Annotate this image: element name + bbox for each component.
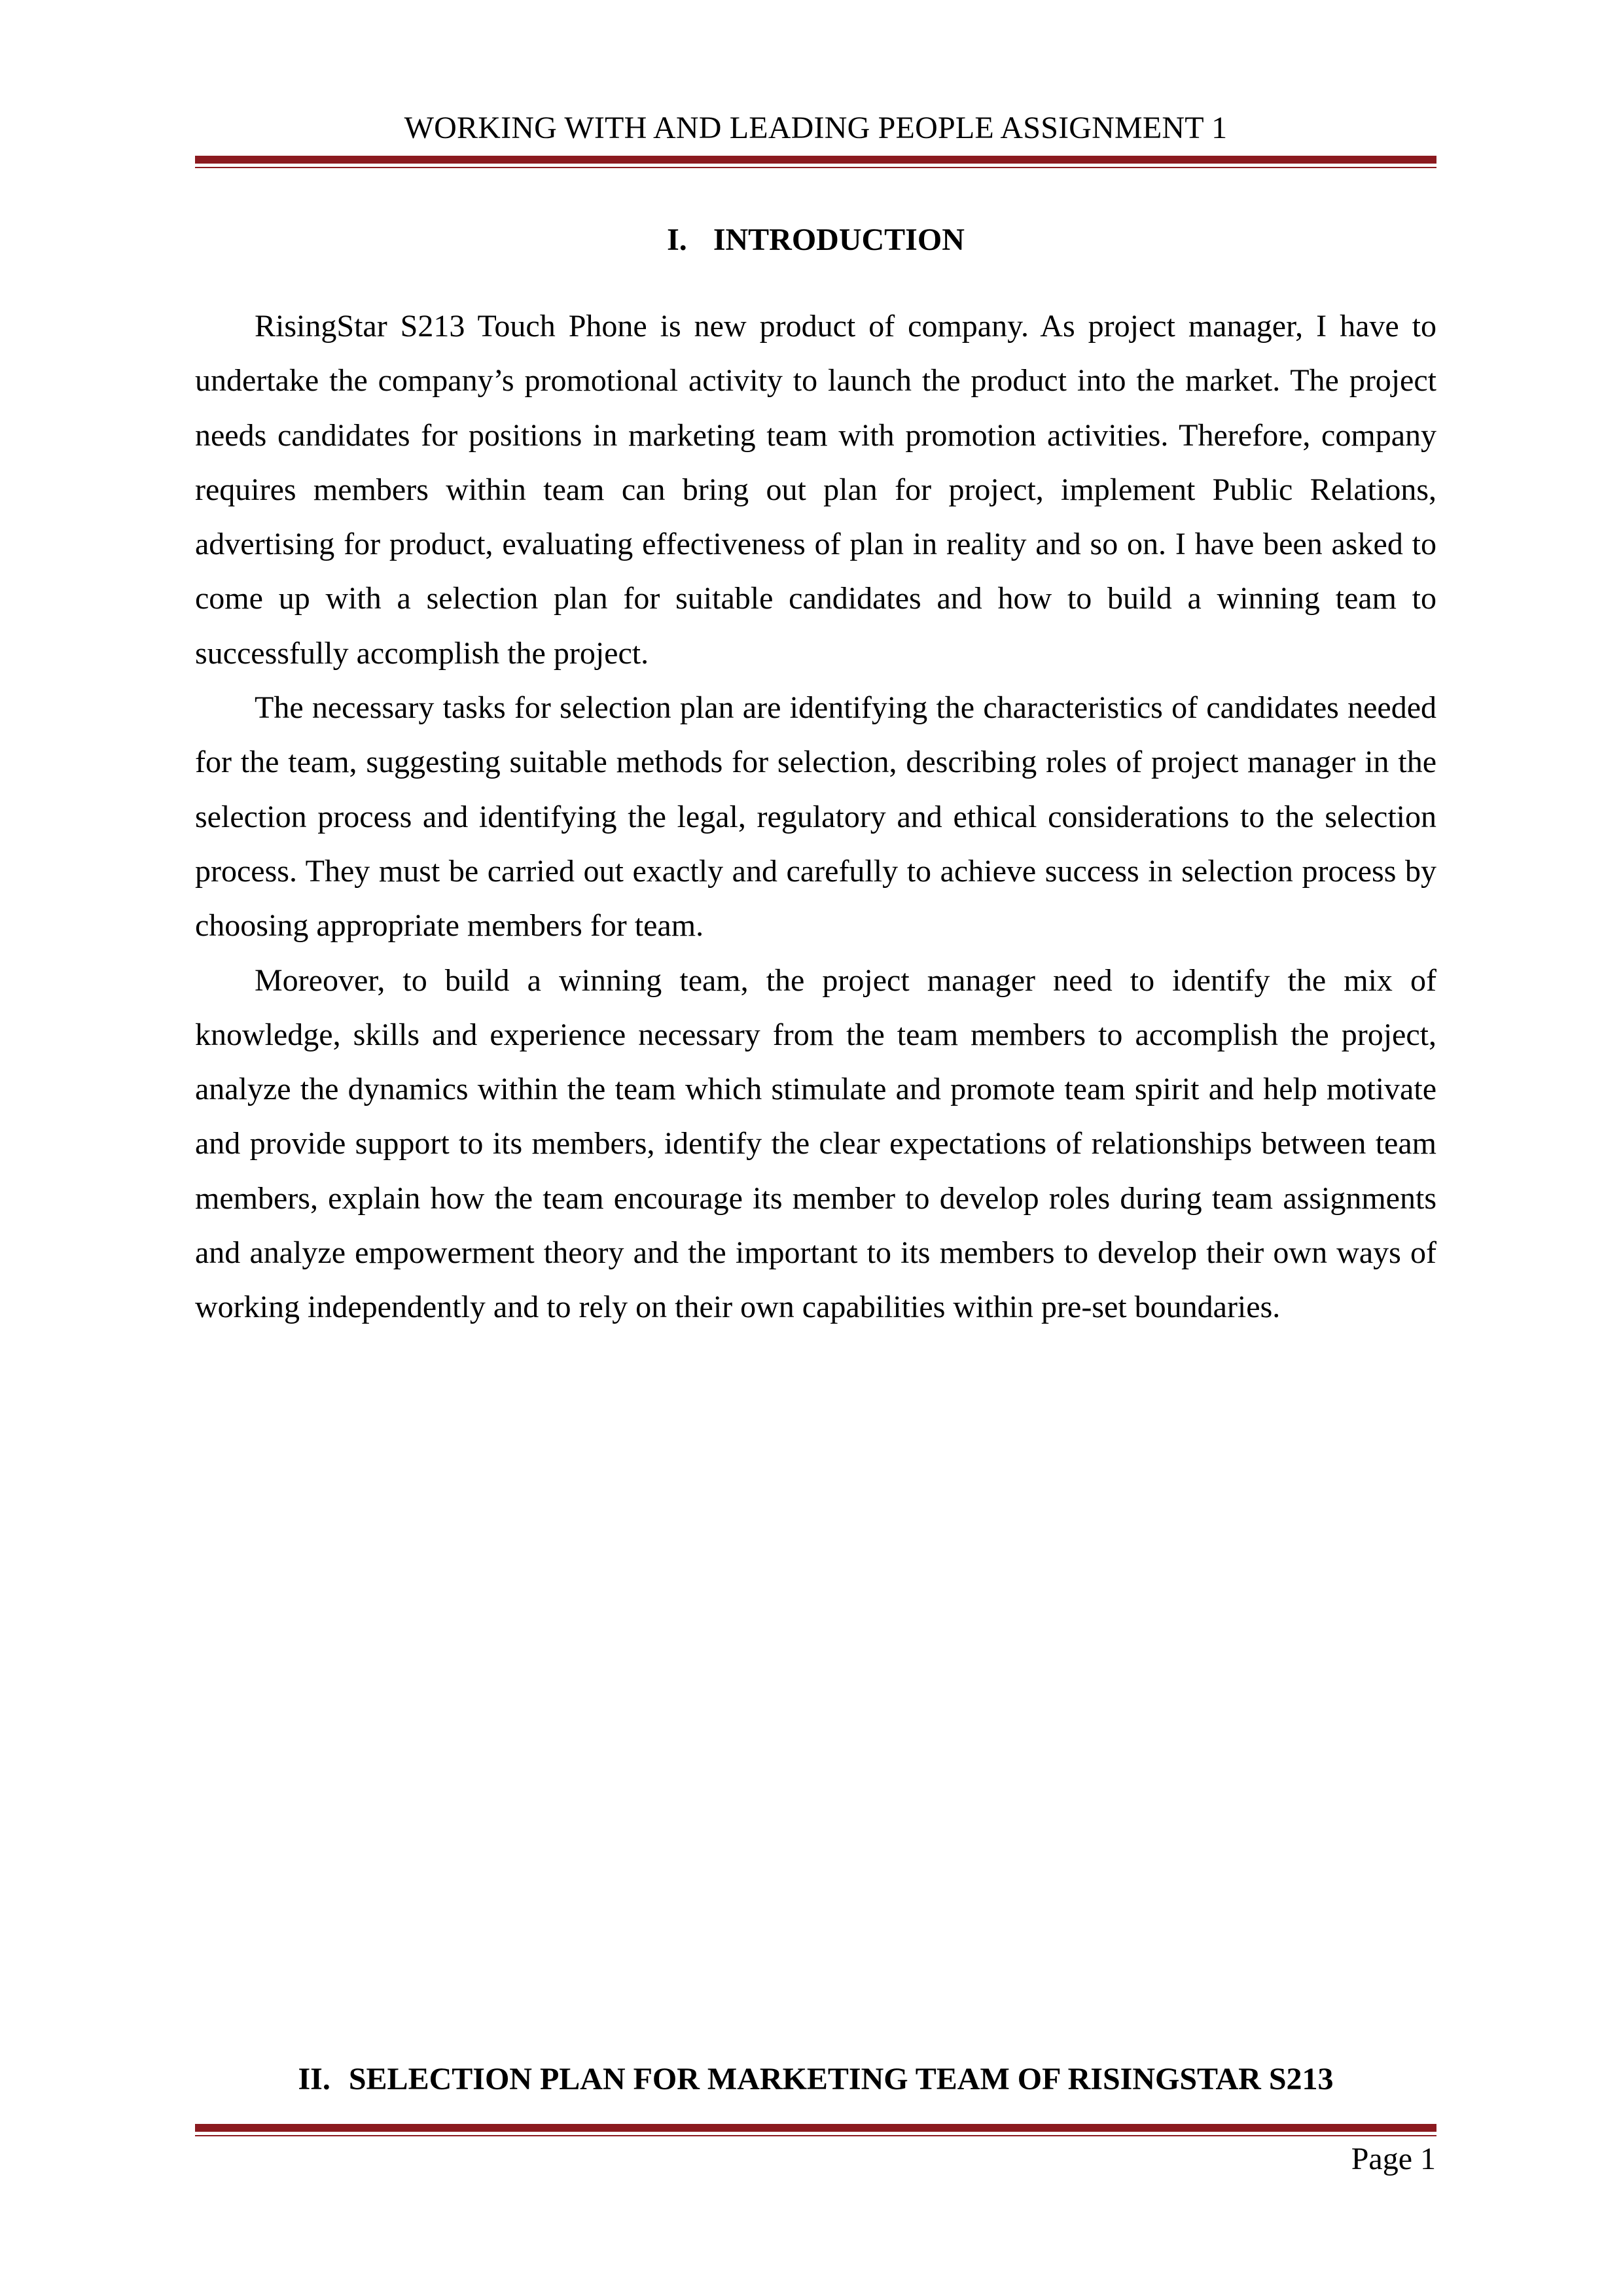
introduction-body [195, 299, 1436, 1335]
footer-rule [195, 2124, 1436, 2136]
section-title: INTRODUCTION [713, 222, 965, 257]
paragraph: RisingStar S213 Touch Phone is new product of company. As project manager, I have to undertake the company’s promotional activity to launch the product into the market. The project needs candidates for positions in marketing team with promotion activities. Therefore, company requires members within team can bring out plan for project, implement Public Relations, advertising for product, evaluating effectiveness of plan in reality and so on. I have been asked to come up with a selection plan for suitable candidates and how to build a winning team to successfully accomplish the project. [195, 309, 1436, 671]
running-header: WORKING WITH AND LEADING PEOPLE ASSIGNMENT 1 [404, 111, 1228, 145]
section-number: I. [667, 222, 687, 257]
section-heading-selection-plan [195, 2061, 1436, 2098]
header-rule-thin [195, 167, 1436, 168]
footer-rule-thin [195, 2135, 1436, 2136]
page-number: Page 1 [1351, 2142, 1436, 2176]
section-title: SELECTION PLAN FOR MARKETING TEAM OF RISINGSTAR S213 [348, 2062, 1334, 2096]
header-rule-thick [195, 156, 1436, 164]
section-number: II. [298, 2062, 330, 2096]
header-rule [195, 156, 1436, 168]
section-heading-introduction [195, 222, 1436, 258]
paragraph: Moreover, to build a winning team, the project manager need to identify the mix of knowledge, skills and experience necessary from the team members to accomplish the project, analyze the dynamics within the team which stimulate and promote team spirit and help motivate and provide support to its members, identify the clear expectations of relationships between team members, explain how the team encourage its member to develop roles during team assignments and analyze empowerment theory and the important to its members to develop their own ways of working independently and to rely on their own capabilities within pre-set boundaries. [195, 963, 1436, 1325]
footer-rule-thick [195, 2124, 1436, 2132]
paragraph: The necessary tasks for selection plan are identifying the characteristics of candidates needed for the team, suggesting suitable methods for selection, describing roles of project manager in the selection process and identifying the legal, regulatory and ethical considerations to the selection process. They must be carried out exactly and carefully to achieve success in selection process by choosing appropriate members for team. [195, 690, 1436, 944]
